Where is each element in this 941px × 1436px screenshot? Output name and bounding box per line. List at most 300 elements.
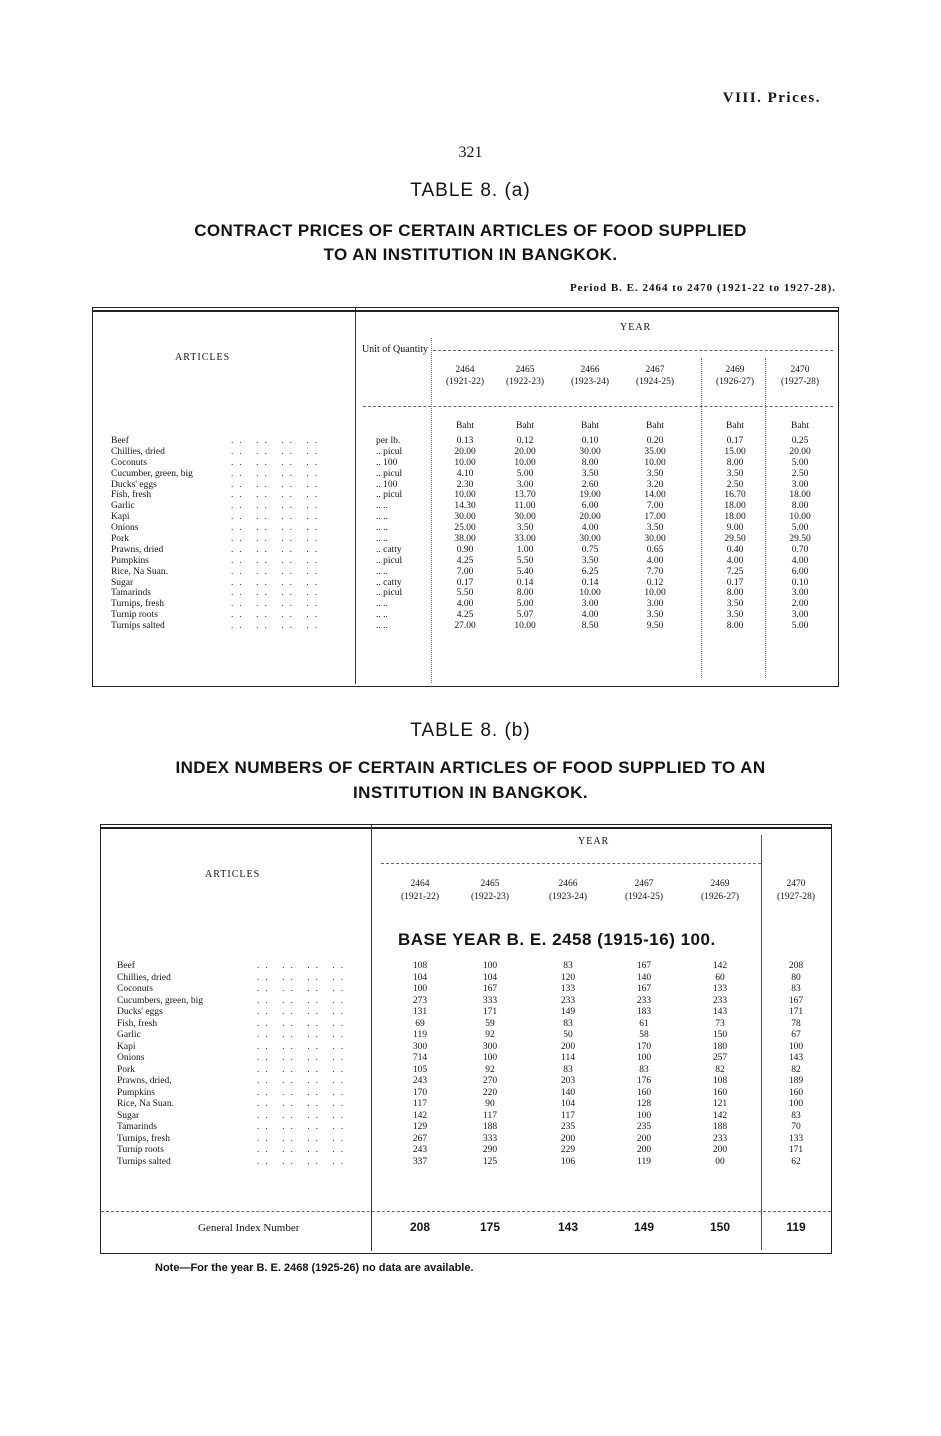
article-name: Sugar <box>117 1110 140 1121</box>
article-name: Prawns, dried, <box>117 1076 172 1086</box>
index-value: 243 <box>412 1145 428 1155</box>
price-value: 7.70 <box>646 566 664 577</box>
article-name: Kapi <box>117 1041 136 1052</box>
table-b-title: TABLE 8. (b) <box>410 720 531 741</box>
index-value: 171 <box>788 1007 804 1017</box>
unit-of-quantity: .. catty <box>376 544 402 555</box>
price-value: 38.00 <box>454 534 476 545</box>
price-value: 0.13 <box>456 436 474 446</box>
price-value: 3.50 <box>581 555 599 566</box>
table-b-year-label: YEAR <box>578 836 610 847</box>
index-value: 108 <box>712 1076 728 1086</box>
year-ce: (1924-25) <box>625 892 663 902</box>
article-name: Pumpkins <box>111 555 150 566</box>
price-value: 0.20 <box>646 436 664 446</box>
price-value: 14.00 <box>644 490 666 501</box>
index-value: 233 <box>636 995 652 1006</box>
index-value: 270 <box>482 1076 498 1086</box>
article-name: Turnip roots <box>111 610 158 621</box>
price-value: 7.00 <box>456 566 474 577</box>
index-value: 333 <box>482 1133 498 1144</box>
index-value: 233 <box>712 995 728 1006</box>
index-value: 61 <box>639 1018 649 1029</box>
table-a-year-header <box>700 364 770 388</box>
index-value: 90 <box>485 1099 495 1109</box>
table-row <box>117 1134 822 1146</box>
article-name: Tamarinds <box>111 588 151 599</box>
unit-of-quantity: .. 100 <box>376 479 398 490</box>
table-row <box>111 588 831 599</box>
index-value: 267 <box>412 1133 428 1144</box>
unit-of-quantity: .. .. <box>376 512 388 523</box>
price-value: 30.00 <box>579 446 601 457</box>
index-value: 83 <box>563 1018 573 1029</box>
price-value: 13.70 <box>514 490 536 501</box>
price-value: 3.50 <box>726 610 744 621</box>
general-index-value: 208 <box>409 1220 431 1234</box>
price-value: 16.70 <box>724 490 746 501</box>
year-be: 2466 <box>558 879 578 889</box>
unit-of-quantity: .. .. <box>376 501 388 512</box>
table-a-title: TABLE 8. (a) <box>410 180 531 201</box>
year-be: 2465 <box>515 365 535 375</box>
index-value: 62 <box>791 1156 801 1167</box>
price-value: 15.00 <box>724 446 746 457</box>
index-value: 117 <box>561 1110 575 1121</box>
index-value: 233 <box>712 1133 728 1144</box>
unit-of-quantity: .. .. <box>376 599 388 610</box>
table-row <box>117 1053 822 1065</box>
table-row <box>117 1042 822 1054</box>
price-value: 10.00 <box>644 588 666 599</box>
leader-dots: .. .. .. .. <box>231 588 324 599</box>
index-value: 142 <box>412 1110 428 1121</box>
table-row <box>111 567 831 578</box>
index-value: 69 <box>415 1018 425 1029</box>
price-value: 3.50 <box>581 468 599 479</box>
year-ce: (1923-24) <box>571 377 609 387</box>
index-value: 100 <box>788 1041 804 1052</box>
table-row <box>117 1019 822 1031</box>
price-value: 6.25 <box>581 566 599 577</box>
table-row <box>117 1145 822 1157</box>
table-row <box>111 469 831 480</box>
table-row <box>117 1076 822 1088</box>
index-value: 257 <box>712 1053 728 1063</box>
page-number: 321 <box>458 144 483 161</box>
price-value: 8.00 <box>726 621 744 632</box>
leader-dots: .. .. .. .. <box>257 995 350 1006</box>
index-value: 143 <box>712 1007 728 1017</box>
index-value: 188 <box>712 1122 728 1132</box>
price-value: 0.40 <box>726 544 744 555</box>
table-b-year-header <box>533 878 603 904</box>
index-value: 117 <box>483 1110 497 1121</box>
table-row <box>117 973 822 985</box>
price-value: 1.00 <box>516 544 534 555</box>
table-a-unit-header: Unit of Quantity <box>361 344 429 355</box>
index-value: 114 <box>561 1053 575 1063</box>
index-value: 167 <box>636 961 652 971</box>
currency-unit: Baht <box>726 421 744 431</box>
general-index-value: 150 <box>709 1220 731 1234</box>
index-value: 131 <box>412 1007 428 1017</box>
table-row <box>111 436 831 447</box>
price-value: 18.00 <box>789 490 811 501</box>
currency-unit: Baht <box>791 421 809 431</box>
article-name: Chillies, dried <box>111 446 165 457</box>
index-value: 170 <box>412 1087 428 1098</box>
index-value: 140 <box>636 972 652 983</box>
index-value: 188 <box>482 1122 498 1132</box>
index-value: 100 <box>636 1053 652 1063</box>
index-value: 78 <box>791 1018 801 1029</box>
index-value: 70 <box>791 1122 801 1132</box>
price-value: 0.17 <box>726 577 744 588</box>
price-value: 3.50 <box>646 523 664 534</box>
section-header: VIII. Prices. <box>722 90 821 106</box>
table-a-year-header <box>490 364 560 388</box>
price-value: 20.00 <box>579 512 601 523</box>
currency-unit: Baht <box>456 421 474 431</box>
price-value: 2.50 <box>726 479 744 490</box>
table-row <box>117 1122 822 1134</box>
article-name: Kapi <box>111 512 130 523</box>
price-value: 20.00 <box>789 446 811 457</box>
general-index-value: 143 <box>557 1220 579 1234</box>
price-value: 4.25 <box>456 610 474 621</box>
leader-dots: .. .. .. .. <box>257 1133 350 1144</box>
table-b-year-header <box>761 878 831 904</box>
year-be: 2469 <box>710 879 730 889</box>
index-value: 171 <box>788 1145 804 1155</box>
index-value: 176 <box>636 1076 652 1086</box>
index-value: 229 <box>560 1145 576 1155</box>
price-value: 33.00 <box>514 534 536 545</box>
index-value: 128 <box>636 1099 652 1109</box>
year-ce: (1927-28) <box>781 377 819 387</box>
unit-of-quantity: .. 100 <box>376 457 398 468</box>
index-value: 150 <box>712 1030 728 1040</box>
price-value: 9.50 <box>646 621 664 632</box>
leader-dots: .. .. .. .. <box>257 1110 350 1121</box>
price-value: 5.07 <box>516 610 534 621</box>
index-value: 83 <box>791 984 801 994</box>
index-value: 100 <box>412 984 428 994</box>
price-value: 29.50 <box>724 534 746 545</box>
unit-of-quantity: .. .. <box>376 566 388 577</box>
leader-dots: .. .. .. .. <box>257 972 350 983</box>
price-value: 9.00 <box>726 523 744 534</box>
leader-dots: .. .. .. .. <box>231 621 324 632</box>
price-value: 0.10 <box>791 577 809 588</box>
leader-dots: .. .. .. .. <box>231 534 324 545</box>
unit-of-quantity: .. picul <box>376 446 403 457</box>
leader-dots: .. .. .. .. <box>231 610 324 621</box>
price-value: 0.14 <box>516 577 534 588</box>
index-value: 167 <box>482 984 498 994</box>
table-a-year-label: YEAR <box>620 322 652 333</box>
index-value: 149 <box>560 1007 576 1017</box>
article-name: Rice, Na Suan. <box>111 566 168 577</box>
price-value: 30.00 <box>579 534 601 545</box>
leader-dots: .. .. .. .. <box>257 1007 350 1017</box>
price-value: 25.00 <box>454 523 476 534</box>
table-row <box>111 599 831 610</box>
price-value: 5.00 <box>791 523 809 534</box>
leader-dots: .. .. .. .. <box>257 1099 350 1109</box>
index-value: 167 <box>788 995 804 1006</box>
leader-dots: .. .. .. .. <box>231 599 324 610</box>
price-value: 4.00 <box>581 610 599 621</box>
leader-dots: .. .. .. .. <box>231 512 324 523</box>
leader-dots: .. .. .. .. <box>257 1041 350 1052</box>
price-value: 10.00 <box>514 457 536 468</box>
table-a-heading-line2: TO AN INSTITUTION IN BANGKOK. <box>323 245 618 264</box>
index-value: 167 <box>636 984 652 994</box>
leader-dots: .. .. .. .. <box>257 1122 350 1132</box>
unit-of-quantity: .. picul <box>376 555 403 566</box>
leader-dots: .. .. .. .. <box>257 1145 350 1155</box>
price-value: 19.00 <box>579 490 601 501</box>
index-value: 83 <box>791 1110 801 1121</box>
article-name: Turnips salted <box>117 1156 171 1167</box>
table-row <box>111 512 831 523</box>
article-name: Pork <box>111 534 129 545</box>
article-name: Onions <box>111 523 139 534</box>
price-value: 8.00 <box>516 588 534 599</box>
leader-dots: .. .. .. .. <box>257 1156 350 1167</box>
leader-dots: .. .. .. .. <box>257 1018 350 1029</box>
index-value: 235 <box>636 1122 652 1132</box>
price-value: 10.00 <box>514 621 536 632</box>
price-value: 0.75 <box>581 544 599 555</box>
price-value: 10.00 <box>579 588 601 599</box>
table-row <box>111 447 831 458</box>
price-value: 30.00 <box>644 534 666 545</box>
price-value: 0.65 <box>646 544 664 555</box>
price-value: 4.00 <box>791 555 809 566</box>
table-row <box>117 996 822 1008</box>
index-value: 160 <box>636 1087 652 1098</box>
article-name: Coconuts <box>117 984 153 994</box>
index-value: 300 <box>482 1041 498 1052</box>
price-value: 0.12 <box>646 577 664 588</box>
index-value: 58 <box>639 1030 649 1040</box>
currency-unit: Baht <box>646 421 664 431</box>
index-value: 83 <box>563 961 573 971</box>
index-value: 243 <box>412 1076 428 1086</box>
price-value: 14.30 <box>454 501 476 512</box>
article-name: Cucumbers, green, big <box>117 995 204 1006</box>
leader-dots: .. .. .. .. <box>231 446 324 457</box>
currency-unit: Baht <box>581 421 599 431</box>
price-value: 10.00 <box>454 457 476 468</box>
year-be: 2464 <box>410 879 430 889</box>
table-row <box>111 610 831 621</box>
price-value: 5.50 <box>456 588 474 599</box>
general-index-value: 149 <box>633 1220 655 1234</box>
index-value: 67 <box>791 1030 801 1040</box>
year-ce: (1921-22) <box>401 892 439 902</box>
article-name: Garlic <box>111 501 135 512</box>
price-value: 10.00 <box>789 512 811 523</box>
index-value: 50 <box>563 1030 573 1040</box>
price-value: 4.00 <box>456 599 474 610</box>
year-be: 2467 <box>634 879 654 889</box>
price-value: 5.00 <box>516 599 534 610</box>
leader-dots: .. .. .. .. <box>231 457 324 468</box>
price-value: 17.00 <box>644 512 666 523</box>
table-b-year-header <box>609 878 679 904</box>
table-row <box>117 1065 822 1077</box>
article-name: Pumpkins <box>117 1087 156 1098</box>
price-value: 10.00 <box>454 490 476 501</box>
price-value: 5.00 <box>516 468 534 479</box>
index-value: 203 <box>560 1076 576 1086</box>
unit-of-quantity: per lb. <box>376 436 401 446</box>
table-row <box>117 1088 822 1100</box>
leader-dots: .. .. .. .. <box>231 566 324 577</box>
article-name: Garlic <box>117 1030 141 1040</box>
index-value: 235 <box>560 1122 576 1132</box>
price-value: 8.00 <box>726 457 744 468</box>
article-name: Pork <box>117 1064 135 1075</box>
index-value: 233 <box>560 995 576 1006</box>
price-value: 3.20 <box>646 479 664 490</box>
index-value: 170 <box>636 1041 652 1052</box>
price-value: 18.00 <box>724 512 746 523</box>
index-value: 82 <box>791 1064 801 1075</box>
article-name: Turnip roots <box>117 1145 164 1155</box>
table-row <box>111 458 831 469</box>
price-value: 0.14 <box>581 577 599 588</box>
index-value: 104 <box>560 1099 576 1109</box>
price-value: 27.00 <box>454 621 476 632</box>
index-value: 100 <box>482 1053 498 1063</box>
leader-dots: .. .. .. .. <box>257 984 350 994</box>
table-row <box>117 1007 822 1019</box>
table-row <box>111 578 831 589</box>
article-name: Sugar <box>111 577 134 588</box>
general-index-value: 175 <box>479 1220 501 1234</box>
table-b-year-header <box>685 878 755 904</box>
price-value: 4.25 <box>456 555 474 566</box>
price-value: 6.00 <box>581 501 599 512</box>
leader-dots: .. .. .. .. <box>231 501 324 512</box>
index-value: 100 <box>788 1099 804 1109</box>
index-value: 133 <box>788 1133 804 1144</box>
article-name: Rice, Na Suan. <box>117 1099 174 1109</box>
table-row <box>117 1099 822 1111</box>
index-value: 117 <box>413 1099 427 1109</box>
price-value: 8.00 <box>791 501 809 512</box>
table-row <box>111 523 831 534</box>
year-ce: (1923-24) <box>549 892 587 902</box>
leader-dots: .. .. .. .. <box>257 1030 350 1040</box>
table-a-period: Period B. E. 2464 to 2470 (1921-22 to 1927-28). <box>569 282 836 294</box>
index-value: 83 <box>563 1064 573 1075</box>
index-value: 183 <box>636 1007 652 1017</box>
index-value: 100 <box>482 961 498 971</box>
article-name: Turnips, fresh <box>117 1133 170 1144</box>
year-be: 2464 <box>455 365 475 375</box>
year-ce: (1924-25) <box>636 377 674 387</box>
index-value: 200 <box>560 1133 576 1144</box>
price-value: 2.00 <box>791 599 809 610</box>
price-value: 4.00 <box>581 523 599 534</box>
year-ce: (1927-28) <box>777 892 815 902</box>
leader-dots: .. .. .. .. <box>231 479 324 490</box>
price-value: 2.30 <box>456 479 474 490</box>
table-b-body <box>117 961 822 1168</box>
price-value: 3.00 <box>646 599 664 610</box>
table-b-year-header <box>455 878 525 904</box>
year-ce: (1922-23) <box>471 892 509 902</box>
index-value: 290 <box>482 1145 498 1155</box>
year-be: 2470 <box>786 879 806 889</box>
leader-dots: .. .. .. .. <box>231 555 324 566</box>
table-row <box>111 480 831 491</box>
year-be: 2465 <box>480 879 500 889</box>
footnote: Note—For the year B. E. 2468 (1925-26) no data are available. <box>155 1262 474 1274</box>
price-value: 3.00 <box>791 588 809 599</box>
table-row <box>111 556 831 567</box>
index-value: 125 <box>482 1156 498 1167</box>
index-value: 160 <box>788 1087 804 1098</box>
price-value: 6.00 <box>791 566 809 577</box>
index-value: 104 <box>482 972 498 983</box>
price-value: 8.00 <box>581 457 599 468</box>
leader-dots: .. .. .. .. <box>257 1076 350 1086</box>
index-value: 80 <box>791 972 801 983</box>
unit-of-quantity: .. .. <box>376 610 388 621</box>
table-row <box>117 1030 822 1042</box>
table-row <box>111 534 831 545</box>
price-value: 3.00 <box>581 599 599 610</box>
index-value: 273 <box>412 995 428 1006</box>
index-value: 200 <box>636 1145 652 1155</box>
table-a-year-header <box>555 364 625 388</box>
price-value: 35.00 <box>644 446 666 457</box>
table-row <box>117 1157 822 1169</box>
price-value: 2.60 <box>581 479 599 490</box>
index-value: 220 <box>482 1087 498 1098</box>
price-value: 3.50 <box>726 599 744 610</box>
index-value: 59 <box>485 1018 495 1029</box>
price-value: 2.50 <box>791 468 809 479</box>
price-value: 20.00 <box>454 446 476 457</box>
index-value: 189 <box>788 1076 804 1086</box>
price-value: 20.00 <box>514 446 536 457</box>
index-value: 82 <box>715 1064 725 1075</box>
leader-dots: .. .. .. .. <box>231 468 324 479</box>
general-index-label: General Index Number <box>198 1222 300 1234</box>
table-row <box>117 961 822 973</box>
price-value: 0.12 <box>516 436 534 446</box>
table-a-body <box>111 436 831 632</box>
year-ce: (1922-23) <box>506 377 544 387</box>
index-value: 200 <box>560 1041 576 1052</box>
article-name: Fish, fresh <box>117 1018 158 1029</box>
article-name: Beef <box>117 961 135 971</box>
year-be: 2466 <box>580 365 600 375</box>
price-value: 7.00 <box>646 501 664 512</box>
price-value: 5.00 <box>791 457 809 468</box>
index-value: 92 <box>485 1030 495 1040</box>
price-value: 7.25 <box>726 566 744 577</box>
base-year-label: BASE YEAR B. E. 2458 (1915-16) 100. <box>398 930 716 949</box>
